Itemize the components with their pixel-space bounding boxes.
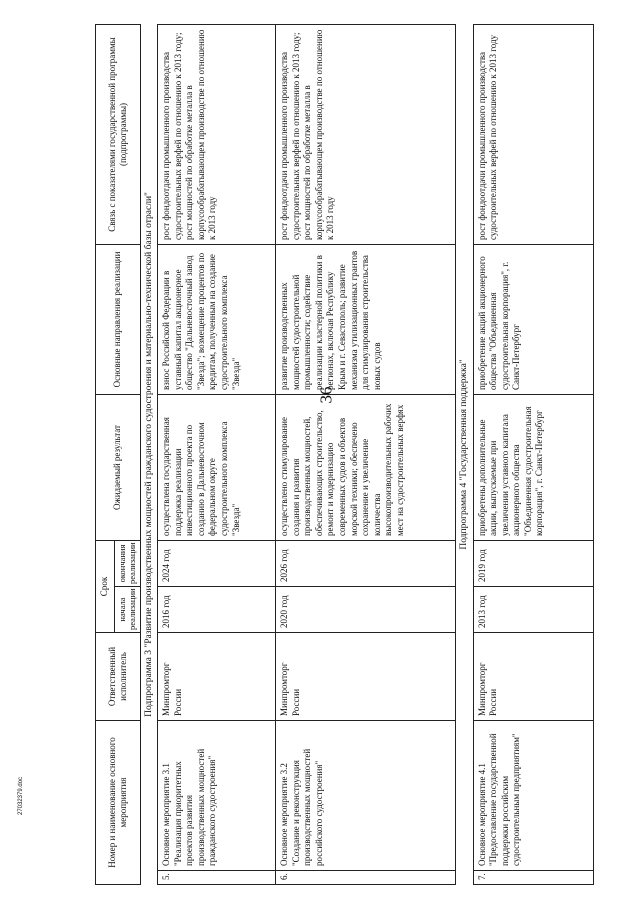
row-executor: Минпромторг России bbox=[276, 633, 456, 721]
row-name: Основное мероприятие 3.1 "Реализация приоритетных проектов развития производственных мощностей гражданского судостроения" bbox=[158, 721, 276, 871]
row-result: осуществлена государственная поддержка реализации инвестиционного проекта по созданию в Дальневосточном федеральном округе судостроительного комплекса "Звезда" bbox=[158, 394, 276, 540]
table-row bbox=[276, 24, 456, 884]
row-directions: развитие производственных мощностей судостроительной промышленности; содействие реализации кластерной политики в регионах, включая Республику Крым и г. Севастополь; развитие механизма утилизационных грантов для стимулирования строительства новых судов bbox=[276, 244, 456, 394]
row-start: 2020 год bbox=[276, 587, 456, 633]
row-executor: Минпромторг России bbox=[158, 633, 276, 721]
header-start: начала реализации bbox=[114, 587, 141, 633]
header-result: Ожидаемый результат bbox=[96, 394, 141, 540]
row-link: рост фондоотдачи промышленного производства судостроительных верфей по отношению к 2013 году; рост мощностей по обработке металла в корпусообрабатывающем производстве по отношению к 2013 году bbox=[158, 24, 276, 244]
row-result: осуществлено стимулирование создания и развития производственных мощностей, обеспечивающих строительство, ремонт и модернизацию современных судов и объектов морской техники; обеспечено сохранение и увеличение количества высокопроизводительных рабочих мест на судостроительных верфях bbox=[276, 394, 456, 540]
page-number: 36 bbox=[316, 386, 336, 404]
header-link: Связь с показателями государственной программы (подпрограммы) bbox=[96, 24, 141, 244]
row-link: рост фондоотдачи промышленного производства судостроительных верфей по отношению к 2013 году bbox=[473, 24, 593, 244]
section-title: Подпрограмма 3 "Развитие производственных мощностей гражданского судостроения и материально-технической базы отрасли" bbox=[141, 24, 158, 884]
row-start: 2016 год bbox=[158, 587, 276, 633]
header-name: Номер и наименование основного мероприятия bbox=[96, 721, 141, 885]
header-end: окончания реализации bbox=[114, 540, 141, 586]
rotated-table-sheet bbox=[95, 25, 615, 885]
row-start: 2013 год bbox=[473, 587, 593, 633]
table-row bbox=[473, 24, 593, 884]
header-directions: Основные направления реализации bbox=[96, 244, 141, 394]
row-number: 6. bbox=[276, 871, 456, 885]
row-name: Основное мероприятие 4.1 "Предоставление государственной поддержки российским судостроительным предприятиям" bbox=[473, 721, 593, 871]
row-directions: взнос Российской Федерации в уставный капитал акционерное общество "Дальневосточный завод "Звезда"; возмещение процентов по кредитам, полученным на создание судостроительного комплекса "Звезда" bbox=[158, 244, 276, 394]
table-row bbox=[158, 24, 276, 884]
row-executor: Минпромторг России bbox=[473, 633, 593, 721]
row-result: приобретены дополнительные акции, выпускаемые при увеличении уставного капитала акционерного общества "Объединенная судостроительная корпорация", г. Санкт-Петербург bbox=[473, 394, 593, 540]
section-title: Подпрограмма 4 "Государственная поддержка" bbox=[456, 24, 473, 884]
row-number: 5. bbox=[158, 871, 276, 885]
section-row bbox=[456, 24, 473, 884]
row-end: 2026 год bbox=[276, 540, 456, 586]
measures-table bbox=[95, 24, 594, 885]
row-link: рост фондоотдачи промышленного производства судостроительных верфей по отношению к 2013 году; рост мощностей по обработке металла в корпусообрабатывающем производстве по отношению к 2013 году bbox=[276, 24, 456, 244]
row-name: Основное мероприятие 3.2 "Создание и реконструкция производственных мощностей российского судостроения" bbox=[276, 721, 456, 871]
row-end: 2019 год bbox=[473, 540, 593, 586]
row-directions: приобретение акций акционерного общества "Объединенная судостроительная корпорация", г. Санкт-Петербург bbox=[473, 244, 593, 394]
header-term: Срок bbox=[96, 540, 115, 632]
row-number: 7. bbox=[473, 871, 593, 885]
row-end: 2024 год bbox=[158, 540, 276, 586]
section-row bbox=[141, 24, 158, 884]
footer-filename: 27032379.doc bbox=[18, 776, 24, 815]
header-executor: Ответственный исполнитель bbox=[96, 633, 141, 721]
